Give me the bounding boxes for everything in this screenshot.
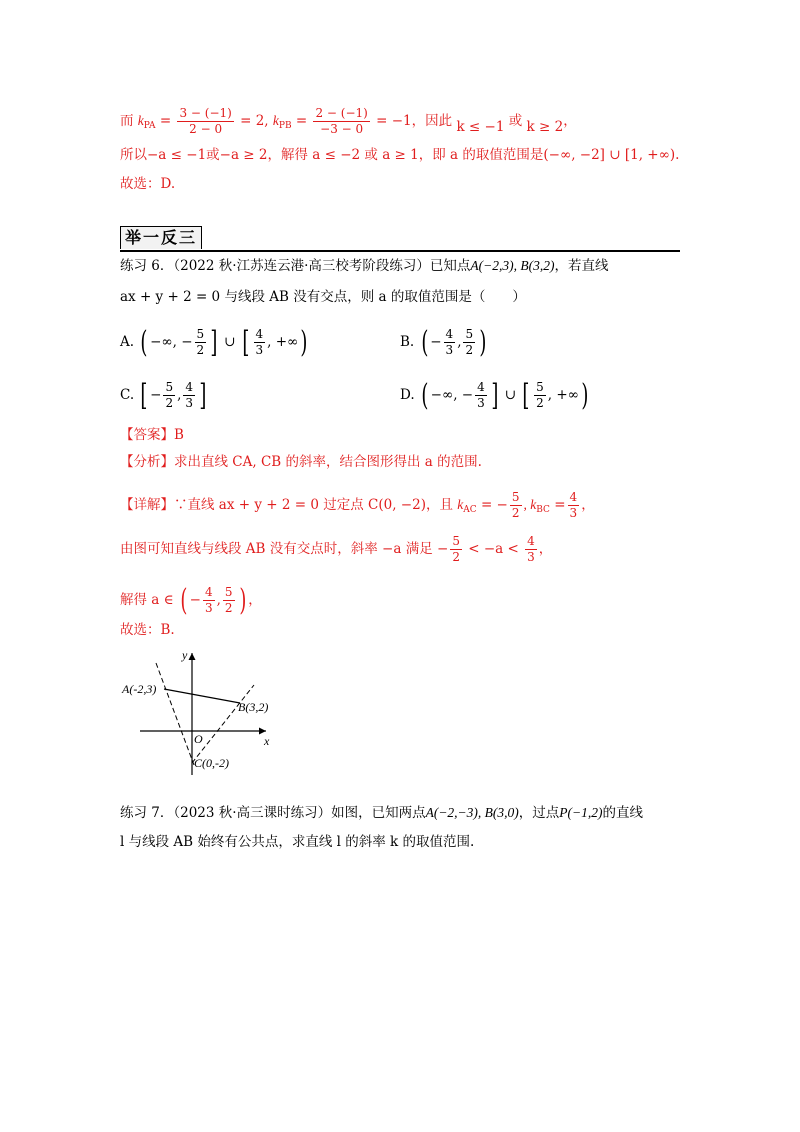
frac-den: 3	[185, 396, 194, 410]
section-banner-label: 举一反三	[120, 226, 202, 249]
opt-d-mid: ∪	[504, 387, 517, 403]
explain-mid: < −a <	[468, 541, 519, 557]
paren-open: [	[140, 377, 148, 413]
k-pa-sub: PA	[143, 121, 156, 131]
detail-k-ac: k	[457, 497, 464, 512]
detail-k-bc: , k	[523, 497, 537, 512]
frac-num: 4	[527, 534, 535, 548]
ex6-stem-a: 练习 6．（2022 秋·江苏连云港·高三校考阶段练习）已知点	[120, 258, 471, 274]
opt-a-pre: −∞, −	[150, 334, 193, 350]
or-1: 或	[508, 113, 523, 129]
ex6-points: A(−2,3), B(3,2)	[470, 258, 555, 273]
option-d-label: D.	[400, 387, 415, 403]
ex7-c: 的直线	[602, 805, 644, 821]
paren-open: (	[420, 324, 428, 360]
frac-num: 5	[465, 327, 474, 341]
paren-close: ]	[199, 377, 207, 413]
eq2-tail: = −1，因此	[376, 113, 453, 129]
line-cb	[192, 685, 254, 763]
option-b[interactable]	[400, 324, 489, 360]
paren-open: (	[140, 324, 148, 360]
exercise6-stem-line-1	[120, 256, 608, 276]
opt-d-pre: −∞, −	[430, 387, 474, 403]
label-a: A(-2,3)	[122, 682, 157, 696]
choose-line: 故选：B.	[120, 622, 175, 638]
option-b-label: B.	[400, 334, 415, 350]
paren-open: (	[421, 377, 429, 413]
solve-line	[120, 582, 262, 618]
opt-d-post: , +∞	[547, 387, 579, 403]
detail-k-bc-sub: BC	[536, 505, 550, 515]
frac-den: −3 − 0	[320, 122, 364, 136]
ex6-stem-b: ，若直线	[554, 258, 609, 274]
prev-solution-line-2: 所以−a ≤ −1或−a ≥ 2，解得 a ≤ −2 或 a ≥ 1，即 a 的取值范围是(−∞, −2] ∪ [1, +∞).	[120, 147, 680, 163]
frac-num: 4	[185, 380, 194, 394]
frac-num: 4	[445, 327, 454, 341]
paren-close: ]	[491, 377, 499, 413]
ex7-b: ，过点	[518, 805, 560, 821]
frac-num: 2 − (−1)	[315, 106, 368, 120]
cond-2: k ≥ 2	[526, 119, 564, 135]
frac-num: 4	[204, 585, 213, 599]
frac-den: 3	[477, 396, 485, 410]
frac-den: 2	[452, 550, 460, 564]
segment-ab	[164, 689, 240, 703]
explain-frac2	[525, 534, 537, 565]
solve-pre: −	[189, 592, 201, 608]
option-a[interactable]	[120, 324, 310, 360]
frac-num: 3 − (−1)	[179, 106, 232, 120]
ex7-a: 练习 7．（2023 秋·高三课时练习）如图，已知两点	[120, 805, 426, 821]
solve-a: 解得 a ∈	[120, 592, 174, 608]
paren-open: [	[242, 324, 250, 360]
explain-a: 由图可知直线与线段 AB 没有交点时，斜率 −a 满足 −	[120, 541, 449, 557]
explain-end: ，	[538, 541, 553, 557]
section-banner	[120, 224, 680, 252]
opt-b-mid: ,	[457, 334, 462, 350]
frac-den: 2	[165, 396, 174, 410]
analysis-line: 【分析】求出直线 CA, CB 的斜率，结合图形得出 a 的范围.	[120, 454, 482, 470]
frac-den: 3	[255, 343, 264, 357]
k-pa: k	[137, 113, 144, 128]
option-a-label: A.	[120, 334, 135, 350]
solve-frac1	[203, 585, 215, 616]
exercise7-line-1	[120, 803, 643, 823]
frac-den: 3	[569, 506, 578, 520]
frac-den: 2	[511, 506, 520, 520]
frac-num: 5	[511, 490, 520, 504]
frac-num: 4	[569, 490, 578, 504]
option-c[interactable]	[120, 377, 209, 413]
label-c: C(0,-2)	[194, 756, 229, 770]
paren-close: ]	[210, 324, 218, 360]
coordinate-figure	[118, 645, 278, 785]
text-er: 而	[120, 113, 134, 129]
opt-c-frac1	[163, 380, 175, 411]
prev-solution-line-3: 故选：D.	[120, 176, 176, 192]
detail-end: ，	[581, 497, 595, 513]
solve-frac2	[223, 585, 235, 616]
detail-frac1	[510, 490, 522, 521]
frac-num: 5	[224, 585, 233, 599]
frac-den: 2 − 0	[189, 122, 223, 136]
k-pb-sub: PB	[278, 121, 292, 131]
frac-kpb	[313, 106, 369, 137]
frac-den: 2	[196, 343, 205, 357]
frac-num: 4	[255, 327, 264, 341]
ex7-points: A(−2,−3), B(3,0)	[425, 805, 519, 820]
paren-close: )	[479, 324, 487, 360]
detail-line	[120, 490, 595, 521]
opt-a-mid: ∪	[224, 334, 236, 350]
detail-k-ac-sub: AC	[463, 505, 477, 515]
opt-a-post: , +∞	[267, 334, 299, 350]
k-pb: k	[272, 113, 279, 128]
end-1: ，	[563, 113, 577, 129]
frac-num: 4	[477, 380, 485, 394]
label-b: B(3,2)	[238, 700, 269, 714]
paren-open: (	[180, 582, 188, 618]
opt-a-frac1	[195, 327, 207, 358]
frac-num: 5	[536, 380, 544, 394]
cond-1: k ≤ −1	[456, 119, 505, 135]
option-c-label: C.	[120, 387, 135, 403]
detail-a: 【详解】∵直线 ax + y + 2 = 0 过定点 C(0, −2)，且	[120, 497, 453, 513]
paren-open: [	[522, 377, 530, 413]
detail-frac2	[568, 490, 580, 521]
opt-d-frac1	[475, 380, 487, 411]
label-x: x	[264, 734, 270, 748]
opt-c-frac2	[183, 380, 195, 411]
detail-eq1-pre: = −	[480, 497, 508, 513]
label-o: O	[194, 732, 203, 746]
prev-solution-line-1: 而 $k_{PA}$ = $\frac{3 - (-1)}{2 - 0}$ = 2, $k_{PB}$ = $\frac{2 - (-1)}{-3 - 0}$ = −1，因此 k ≤ −1 或 k ≥ 2，	[120, 106, 577, 136]
opt-c-mid: ,	[177, 387, 182, 403]
label-y: y	[182, 648, 188, 662]
frac-den: 3	[527, 550, 535, 564]
paren-close: )	[300, 324, 308, 360]
frac-den: 2	[536, 396, 544, 410]
option-d[interactable]	[400, 377, 591, 413]
opt-d-frac2	[534, 380, 546, 411]
opt-c-pre: −	[150, 387, 162, 403]
opt-a-frac2	[254, 327, 266, 358]
exercise6-stem-line-2: ax + y + 2 = 0 与线段 AB 没有交点，则 a 的取值范围是（ ）	[120, 289, 526, 305]
solve-mid: ,	[216, 592, 221, 608]
frac-den: 2	[224, 601, 233, 615]
paren-close: )	[238, 582, 246, 618]
frac-den: 3	[445, 343, 454, 357]
explain-frac1	[450, 534, 462, 565]
paren-close: )	[581, 377, 589, 413]
line-ca	[156, 663, 194, 765]
frac-den: 2	[465, 343, 474, 357]
opt-b-frac2	[463, 327, 475, 358]
ex7-point-p: P(−1,2)	[559, 805, 603, 820]
frac-num: 5	[165, 380, 174, 394]
opt-b-frac1	[444, 327, 456, 358]
eq1-tail: = 2,	[240, 113, 269, 129]
frac-kpa	[177, 106, 233, 137]
frac-den: 3	[204, 601, 213, 615]
detail-eq2-pre: =	[554, 497, 566, 513]
frac-num: 5	[452, 534, 460, 548]
opt-b-pre: −	[430, 334, 442, 350]
solve-end: ，	[248, 592, 262, 608]
answer-line: 【答案】B	[120, 427, 184, 443]
exercise7-line-2: l 与线段 AB 始终有公共点，求直线 l 的斜率 k 的取值范围.	[120, 834, 475, 850]
frac-num: 5	[196, 327, 205, 341]
explain-line	[120, 534, 552, 565]
